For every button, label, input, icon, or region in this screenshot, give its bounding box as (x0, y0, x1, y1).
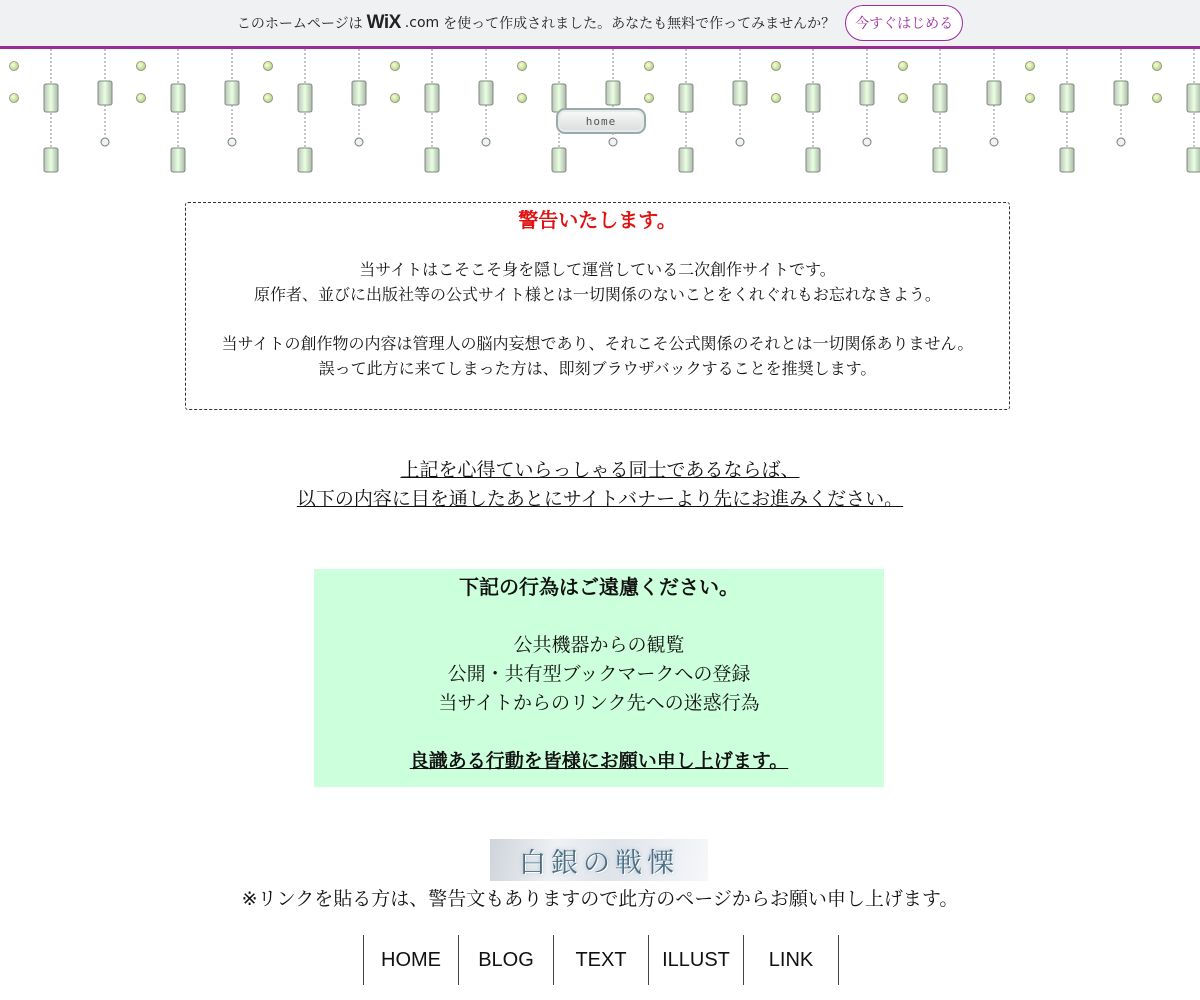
bead-ornament (264, 62, 273, 71)
crystal-ornament (679, 84, 693, 112)
proceed-notice (0, 456, 1200, 514)
bottom-navigation (363, 935, 839, 985)
crystal-ornament (425, 148, 439, 172)
warning-text-line: 原作者、並びに出版社等の公式サイト様とは一切関係のないことをくれぐれもお忘れなきよう。 (254, 285, 941, 304)
crystal-ornament (44, 84, 58, 112)
warning-box (185, 202, 1010, 410)
crystal-ornament (1060, 148, 1074, 172)
bead-ornament (1026, 94, 1035, 103)
bead-ornament (518, 62, 527, 71)
bead-ornament (518, 94, 527, 103)
bead-ornament (645, 62, 654, 71)
crystal-ornament (225, 81, 239, 105)
crystal-ornament (352, 81, 366, 105)
nav-item-illust[interactable]: ILLUST (649, 935, 744, 985)
drop-ornament (990, 138, 998, 146)
bead-ornament (391, 94, 400, 103)
drop-ornament (609, 138, 617, 146)
nav-item-text[interactable]: TEXT (554, 935, 649, 985)
notice-line: 以下の内容に目を通したあとにサイトバナーより先にお進みください。 (296, 488, 904, 510)
crystal-ornament (933, 84, 947, 112)
crystal-ornament (733, 81, 747, 105)
crystal-ornament (298, 84, 312, 112)
prohibited-title: 下記の行為はご遠慮ください。 (459, 575, 739, 599)
warning-title: 警告いたします。 (518, 208, 677, 232)
crystal-ornament (860, 81, 874, 105)
drop-ornament (1117, 138, 1125, 146)
link-note: ※リンクを貼る方は、警告文もありますので此方のページからお願い申し上げます。 (241, 888, 959, 910)
home-nav-button[interactable]: home (556, 108, 646, 134)
bead-ornament (264, 94, 273, 103)
bead-ornament (772, 62, 781, 71)
crystal-ornament (552, 148, 566, 172)
crystal-ornament (1060, 84, 1074, 112)
nav-item-blog[interactable]: BLOG (459, 935, 554, 985)
drop-ornament (355, 138, 363, 146)
site-banner-link[interactable] (490, 839, 708, 881)
start-now-button[interactable]: 今すぐはじめる (845, 5, 963, 41)
nav-item-link[interactable]: LINK (744, 935, 839, 985)
warning-text-line: 誤って此方に来てしまった方は、即刻ブラウザバックすることを推奨します。 (318, 359, 877, 378)
prohibited-actions-box (314, 569, 884, 787)
crystal-ornament (679, 148, 693, 172)
bead-ornament (391, 62, 400, 71)
crystal-ornament (98, 81, 112, 105)
bead-ornament (1153, 62, 1162, 71)
drop-ornament (228, 138, 236, 146)
bead-ornament (137, 94, 146, 103)
warning-text-line: 当サイトはこそこそ身を隠して運営している二次創作サイトです。 (359, 260, 836, 279)
wix-logo[interactable]: WiX (366, 12, 401, 33)
site-banner-text: 白銀の戦慄 (519, 847, 679, 879)
bead-ornament (772, 94, 781, 103)
crystal-ornament (171, 148, 185, 172)
crystal-ornament (171, 84, 185, 112)
prohibited-item: 当サイトからのリンク先への迷惑行為 (438, 692, 760, 714)
crystal-ornament (987, 81, 1001, 105)
crystal-ornament (479, 81, 493, 105)
prohibited-item: 公共機器からの観覧 (513, 634, 685, 656)
warning-text-line: 当サイトの創作物の内容は管理人の脳内妄想であり、それこそ公式関係のそれとは一切関係ありません。 (221, 334, 974, 353)
drop-ornament (482, 138, 490, 146)
crystal-ornament (933, 148, 947, 172)
drop-ornament (736, 138, 744, 146)
bead-ornament (899, 94, 908, 103)
prohibited-footer: 良識ある行動を皆様にお願い申し上げます。 (409, 750, 789, 772)
nav-item-home[interactable]: HOME (364, 935, 459, 985)
prohibited-item: 公開・共有型ブックマークへの登録 (447, 663, 751, 685)
wix-banner-suffix: を使って作成されました。あなたも無料で作ってみませんか？ (443, 16, 836, 32)
wix-logo-domain: .com (404, 15, 440, 31)
bead-ornament (645, 94, 654, 103)
crystal-ornament (806, 148, 820, 172)
bead-ornament (1153, 94, 1162, 103)
crystal-ornament (806, 84, 820, 112)
wix-banner-prefix: このホームページは (236, 16, 363, 32)
crystal-ornament (425, 84, 439, 112)
crystal-ornament (1187, 84, 1200, 112)
notice-line: 上記を心得ていらっしゃる同士であるならば、 (400, 459, 800, 481)
bead-ornament (1026, 62, 1035, 71)
crystal-ornament (298, 148, 312, 172)
bead-ornament (10, 62, 19, 71)
drop-ornament (101, 138, 109, 146)
bead-ornament (10, 94, 19, 103)
crystal-ornament (1187, 148, 1200, 172)
drop-ornament (863, 138, 871, 146)
crystal-ornament (44, 148, 58, 172)
bead-ornament (899, 62, 908, 71)
bead-ornament (137, 62, 146, 71)
crystal-ornament (606, 81, 620, 105)
wix-promo-banner (0, 0, 1200, 49)
crystal-ornament (1114, 81, 1128, 105)
